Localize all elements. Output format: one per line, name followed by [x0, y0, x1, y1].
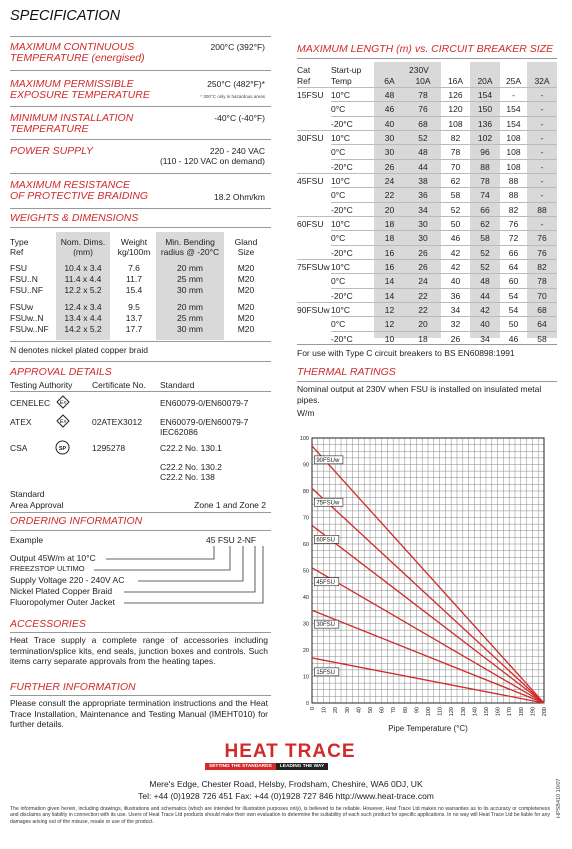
x-tick-label: 60 — [379, 707, 386, 714]
mcb-cell: 76 — [537, 247, 547, 258]
mcb-cell: 66 — [508, 247, 519, 258]
weights-cell: 25 mm — [177, 274, 203, 284]
mcb-cat-ref: 45FSU — [297, 176, 324, 186]
series-label: 90FSUw — [316, 457, 340, 464]
mcb-cell: 58 — [480, 233, 490, 244]
mcb-row-divider — [331, 273, 557, 274]
mcb-cell: -20°C — [331, 204, 353, 215]
mcb-cell: 38 — [418, 176, 428, 186]
approvals-header-cert: Certificate No. — [92, 380, 146, 390]
mcb-cell: 96 — [480, 147, 490, 158]
mcb-cell: 54 — [508, 305, 519, 315]
mcb-cell: 18 — [384, 233, 395, 244]
x-tick-label: 50 — [368, 707, 374, 714]
weights-cell: 20 mm — [177, 263, 203, 273]
mcb-cell: 150 — [477, 104, 493, 115]
mcb-cell: 22 — [418, 290, 428, 301]
mcb-cell: 50 — [450, 219, 461, 229]
mcb-cell: 32 — [450, 319, 461, 330]
mcb-header-cell: Temp — [331, 76, 352, 86]
mcb-cell: 12 — [384, 305, 395, 315]
mcb-cell: -20°C — [331, 247, 353, 258]
approval-authority-atex: ATEX — [10, 417, 32, 427]
mcb-cell: 108 — [506, 161, 521, 172]
mcb-cell: 42 — [450, 262, 461, 272]
mcb-cell: - — [540, 104, 544, 115]
spec-value-power-supply: 220 - 240 VAC (110 - 120 VAC on demand) — [159, 146, 265, 166]
y-tick-label: 40 — [302, 595, 309, 601]
approval-authority-csa: CSA — [10, 443, 28, 453]
mcb-cell: 0°C — [331, 276, 346, 287]
mcb-cell: 52 — [480, 262, 490, 272]
ordering-line-voltage: Supply Voltage 220 - 240V AC — [10, 575, 125, 585]
mcb-note: For use with Type C circuit breakers to BS EN60898:1991 — [297, 348, 515, 358]
approval-cert-csa: 1295278 — [92, 443, 126, 453]
weights-cell: M20 — [237, 285, 255, 295]
weights-header-bending: Min. Bending radius @ -20°C — [160, 237, 220, 257]
weights-cell: 12.2 x 5.2 — [64, 285, 102, 295]
mcb-cell: 78 — [480, 176, 490, 186]
accessories-text: Heat Trace supply a complete range of accessories including termination/splice kits, end seals, junction boxes and controls. Such items carry separate approvals from the heating tapes. — [10, 635, 268, 666]
mcb-row-divider — [331, 316, 557, 317]
mcb-cell: 136 — [477, 118, 493, 129]
y-tick-label: 10 — [302, 674, 309, 681]
mcb-cell: 88 — [508, 190, 519, 201]
spec-label-max-resistance: MAXIMUM RESISTANCE OF PROTECTIVE BRAIDING — [10, 179, 149, 202]
spec-note-hazardous: * 300°C only in hazardous areas — [200, 94, 265, 99]
mcb-cat-ref: 60FSU — [297, 219, 324, 229]
mcb-cell: - — [540, 219, 544, 229]
x-tick-label: 150 — [484, 707, 490, 717]
mcb-cell: 14 — [384, 290, 395, 301]
mcb-cell: 154 — [506, 118, 521, 129]
mcb-cell: 36 — [450, 290, 461, 301]
mcb-cell: 36 — [418, 190, 428, 201]
weights-header-type: Type Ref — [10, 237, 29, 257]
x-tick-label: 110 — [437, 707, 444, 716]
mcb-cell: 42 — [450, 247, 461, 258]
approvals-header-standard: Standard — [160, 380, 195, 390]
spec-label-power-supply: POWER SUPPLY — [10, 145, 94, 157]
mcb-row-divider — [331, 245, 557, 246]
mcb-cell: 34 — [450, 305, 461, 315]
thermal-heading: THERMAL RATINGS — [297, 366, 396, 378]
mcb-cell: 16 — [384, 262, 395, 272]
mcb-cell: 10 — [384, 333, 395, 344]
mcb-cell: 24 — [418, 276, 428, 287]
ordering-heading: ORDERING INFORMATION — [10, 515, 143, 527]
spec-label-max-continuous: MAXIMUM CONTINUOUS TEMPERATURE (energised) — [10, 41, 145, 64]
mcb-group-divider — [297, 302, 557, 303]
mcb-cell: 18 — [418, 333, 428, 344]
mcb-cell: 62 — [450, 176, 461, 186]
weights-cell: 13.7 — [125, 313, 143, 323]
mcb-header-cat: Cat — [297, 65, 311, 75]
footer-disclaimer: The information given herein, including drawings, illustrations and schematics (which are intended for illustration purposes only), is believed to be reliable. However, Heat Trace Ltd makes no warranties as to its accuracy or completeness and disclaims any liability in connection with its use. Users of Heat Trace Ltd products should make their own evaluation to determine the suitability of each such product for specific applications. In no way will Heat Trace Ltd be liable for any damages arising out of the misuse, resale or use of the product. — [10, 806, 550, 825]
mcb-heading: MAXIMUM LENGTH (m) vs. CIRCUIT BREAKER SIZE — [297, 43, 554, 55]
footer-address: Mere's Edge, Chester Road, Helsby, Frodsham, Cheshire, WA6 0DJ, UK — [149, 779, 423, 789]
approval-authority-cenelec: CENELEC — [10, 398, 51, 408]
mcb-cell: 64 — [537, 319, 547, 330]
mcb-cell: 26 — [384, 161, 395, 172]
mcb-cell: -20°C — [331, 161, 353, 172]
svg-text:Ex: Ex — [59, 419, 67, 426]
mcb-cell: 0°C — [331, 147, 346, 158]
mcb-cell: - — [540, 118, 544, 129]
further-heading: FURTHER INFORMATION — [10, 681, 136, 693]
mcb-cell: 26 — [450, 333, 461, 344]
mcb-cell: 10°C — [331, 262, 350, 272]
mcb-cell: 74 — [480, 190, 490, 201]
mcb-cell: -20°C — [331, 333, 353, 344]
weights-header-weight: Weight kg/100m — [117, 237, 151, 257]
mcb-header-voltage: 230V — [409, 65, 429, 75]
doc-reference: HPSB410 10/07 — [556, 778, 562, 818]
heat-trace-tagline: SETTING THE STANDARDS LEADING THE WAY — [205, 763, 365, 770]
weights-cell: FSUw — [10, 302, 34, 312]
mcb-cell: 30 — [384, 133, 395, 143]
mcb-cell: 12 — [384, 319, 395, 330]
mcb-cell: 126 — [448, 90, 463, 100]
weights-cell: 25 mm — [177, 313, 203, 323]
mcb-cell: 48 — [384, 90, 395, 100]
mcb-group-divider — [297, 259, 557, 260]
mcb-cell: 82 — [537, 262, 547, 272]
mcb-cell: 108 — [506, 147, 521, 158]
mcb-cell: 68 — [418, 118, 428, 129]
mcb-cell: 40 — [480, 319, 490, 330]
mcb-cell: 48 — [418, 147, 428, 158]
ordering-example-label: Example — [10, 535, 44, 545]
mcb-cell: 10°C — [331, 176, 350, 186]
weights-cell: 13.4 x 4.4 — [64, 313, 102, 323]
weights-cell: 30 mm — [177, 324, 203, 334]
y-tick-label: 100 — [299, 436, 309, 442]
mcb-cell: 52 — [450, 204, 461, 215]
mcb-cell: 16 — [384, 247, 395, 258]
y-tick-label: 70 — [302, 515, 309, 522]
mcb-cell: 58 — [537, 333, 547, 344]
mcb-cell: 30 — [384, 147, 395, 158]
weights-cell: 30 mm — [177, 285, 203, 295]
mcb-cell: 76 — [418, 104, 428, 115]
mcb-cell: - — [540, 90, 544, 100]
weights-cell: M20 — [237, 302, 255, 312]
mcb-cell: 40 — [450, 276, 461, 287]
mcb-cell: 10°C — [331, 219, 350, 229]
weights-cell: 11.7 — [126, 274, 142, 284]
approval-cert-atex: 02ATEX3012 — [92, 417, 142, 427]
mcb-group-divider — [297, 216, 557, 217]
y-tick-label: 50 — [302, 568, 309, 575]
approval-standard-atex: EN60079-0/EN60079-7 IEC62086 — [160, 417, 249, 437]
mcb-cell: 52 — [418, 133, 428, 143]
mcb-row-divider — [331, 230, 557, 231]
page-title: SPECIFICATION — [10, 8, 121, 24]
mcb-row-divider — [331, 101, 557, 102]
weights-cell: FSU..N — [10, 274, 38, 284]
mcb-header-cell: 32A — [534, 76, 550, 86]
mcb-cell: 88 — [480, 161, 490, 172]
x-tick-label: 130 — [460, 707, 467, 717]
mcb-row-divider — [331, 159, 557, 160]
y-tick-label: 60 — [302, 542, 309, 548]
mcb-header-cell: 10A — [415, 76, 431, 86]
series-label: 75FSUw — [316, 500, 340, 507]
x-tick-label: 0 — [310, 707, 316, 711]
y-tick-label: 20 — [302, 648, 309, 654]
weights-note: N denotes nickel plated copper braid — [10, 345, 148, 355]
weights-cell: FSUw..NF — [10, 324, 49, 334]
x-tick-label: 40 — [356, 707, 363, 714]
spec-label-max-exposure: MAXIMUM PERMISSIBLE EXPOSURE TEMPERATURE — [10, 78, 150, 101]
mcb-group-divider — [297, 173, 557, 174]
mcb-cell: 58 — [450, 190, 461, 201]
ordering-line-braid: Nickel Plated Copper Braid — [10, 586, 113, 596]
mcb-cat-ref: 15FSU — [297, 90, 324, 100]
mcb-cell: 22 — [418, 305, 428, 315]
svg-text:Ex: Ex — [59, 400, 67, 407]
mcb-cell: 46 — [450, 233, 461, 244]
weights-cell: 17.7 — [125, 324, 143, 334]
weights-cell: M20 — [237, 263, 255, 273]
ordering-example-code: 45 FSU 2-NF — [206, 535, 257, 545]
mcb-cell: 0°C — [331, 233, 346, 244]
mcb-cell: - — [540, 161, 544, 172]
mcb-cell: - — [512, 90, 515, 100]
mcb-cell: 102 — [477, 133, 493, 143]
mcb-cell: 78 — [418, 90, 428, 100]
mcb-cat-ref: 90FSUw — [297, 305, 330, 315]
x-tick-label: 140 — [472, 707, 479, 717]
footer-contact: Tel: +44 (0)1928 726 451 Fax: +44 (0)1928 727 846 http://www.heat-trace.com — [138, 791, 434, 801]
mcb-cell: 24 — [384, 176, 395, 186]
y-tick-label: 30 — [302, 621, 309, 628]
mcb-cell: 10°C — [331, 305, 350, 315]
mcb-cell: 70 — [537, 290, 547, 301]
mcb-cell: 46 — [508, 333, 519, 344]
mcb-header-cell: 16A — [447, 76, 464, 86]
weights-heading: WEIGHTS & DIMENSIONS — [10, 212, 139, 224]
mcb-cell: 18 — [384, 219, 395, 229]
mcb-cell: - — [540, 133, 544, 143]
mcb-cell: 82 — [508, 204, 519, 215]
weights-cell: 7.6 — [128, 263, 140, 273]
spec-label-min-install: MINIMUM INSTALLATION TEMPERATURE — [10, 112, 134, 135]
mcb-cat-ref: 75FSUw — [297, 262, 330, 272]
weights-cell: 20 mm — [177, 302, 203, 312]
mcb-group-divider — [297, 130, 557, 131]
x-tick-label: 160 — [495, 707, 502, 717]
mcb-cell: 120 — [448, 104, 463, 115]
approvals-area-label: Area Approval — [10, 500, 64, 510]
spec-value-max-continuous: 200°C (392°F) — [210, 42, 265, 52]
mcb-header-cell: 20A — [477, 76, 493, 86]
mcb-cell: 34 — [418, 204, 428, 215]
y-tick-label: 0 — [305, 701, 309, 707]
x-tick-label: 120 — [449, 707, 456, 717]
mcb-group-divider — [297, 87, 557, 88]
heat-trace-logo: HEAT TRACE — [224, 741, 356, 762]
mcb-cell: 154 — [506, 104, 521, 115]
weights-header-dims: Nom. Dims. (mm) — [60, 237, 106, 257]
weights-cell: M20 — [237, 274, 255, 284]
further-text: Please consult the appropriate termination instructions and the Heat Trace Installation, Maintenance and Testing Manual (IMEHT010) for further details. — [10, 698, 268, 729]
mcb-row-divider — [331, 288, 557, 289]
mcb-cell: 76 — [508, 219, 519, 229]
weights-header-gland: Gland Size — [234, 237, 258, 257]
weights-cell: 11.4 x 4.4 — [64, 274, 102, 284]
mcb-cell: 68 — [537, 305, 547, 315]
x-axis-label: Pipe Temperature (°C) — [388, 724, 468, 733]
weights-cell: 9.5 — [128, 302, 140, 312]
weights-cell: M20 — [237, 324, 255, 334]
mcb-cell: 54 — [508, 290, 519, 301]
mcb-cell: 82 — [450, 133, 461, 143]
weights-cell: FSU — [10, 263, 27, 273]
mcb-cell: 88 — [537, 204, 547, 215]
x-tick-label: 80 — [402, 707, 409, 714]
accessories-heading: ACCESSORIES — [10, 618, 86, 630]
x-tick-label: 180 — [518, 707, 525, 717]
mcb-cell: 26 — [418, 247, 428, 258]
approvals-standard-label: Standard — [10, 489, 45, 499]
mcb-row-divider — [331, 187, 557, 188]
mcb-cell: 48 — [480, 276, 490, 287]
ordering-line-jacket: Fluoropolymer Outer Jacket — [10, 597, 115, 607]
svg-text:SP: SP — [58, 445, 67, 452]
mcb-cell: 88 — [508, 176, 519, 186]
weights-cell: FSUw..N — [10, 313, 44, 323]
mcb-cell: 0°C — [331, 319, 346, 330]
mcb-cell: 66 — [480, 204, 490, 215]
weights-cell: 10.4 x 3.4 — [64, 263, 102, 273]
series-label: 15FSU — [316, 669, 336, 676]
mcb-cell: 78 — [537, 276, 547, 287]
series-label: 45FSU — [316, 579, 336, 586]
mcb-cell: 60 — [508, 276, 519, 287]
mcb-cell: 52 — [480, 247, 490, 258]
mcb-cell: 34 — [480, 333, 490, 344]
y-tick-label: 90 — [302, 462, 309, 469]
x-tick-label: 90 — [414, 707, 421, 714]
thermal-unit: W/m — [297, 408, 315, 418]
x-tick-label: 30 — [344, 707, 351, 714]
mcb-cell: 0°C — [331, 190, 346, 201]
mcb-header-cell: 6A — [384, 76, 395, 86]
x-tick-label: 20 — [333, 707, 340, 714]
mcb-row-divider — [331, 331, 557, 332]
mcb-cell: 20 — [384, 204, 395, 215]
mcb-row-divider — [331, 202, 557, 203]
x-tick-label: 100 — [426, 707, 432, 717]
mcb-cell: 78 — [450, 147, 461, 158]
mcb-cell: 22 — [384, 190, 395, 201]
mcb-cell: 42 — [480, 305, 490, 315]
mcb-cell: 64 — [508, 262, 519, 272]
approval-standard-cenelec: EN60079-0/EN60079-7 — [160, 398, 249, 408]
ordering-line-output: Output 45W/m at 10°C — [10, 553, 96, 563]
approvals-header-authority: Testing Authority — [10, 380, 73, 390]
mcb-cell: 10°C — [331, 133, 350, 143]
mcb-cell: 44 — [480, 290, 490, 301]
y-tick-label: 80 — [302, 489, 309, 495]
mcb-cell: 76 — [537, 233, 547, 244]
mcb-cell: 70 — [450, 161, 461, 172]
spec-value-max-resistance: 18.2 Ohm/km — [213, 192, 265, 202]
series-label: 30FSU — [316, 622, 336, 629]
mcb-cat-ref: 30FSU — [297, 133, 324, 143]
mcb-cell: 46 — [384, 104, 395, 115]
mcb-cell: 10°C — [331, 90, 350, 100]
mcb-cell: 30 — [418, 219, 428, 229]
weights-cell: M20 — [237, 313, 255, 323]
mcb-cell: - — [540, 190, 544, 201]
mcb-cell: 72 — [508, 233, 519, 244]
x-tick-label: 70 — [391, 707, 398, 714]
series-label: 60FSU — [316, 537, 336, 544]
thermal-text: Nominal output at 230V when FSU is installed on insulated metal pipes. — [297, 384, 542, 405]
mcb-cell: 14 — [384, 276, 395, 287]
mcb-cell: 62 — [480, 219, 490, 229]
mcb-cell: 20 — [418, 319, 428, 330]
mcb-header-cell: 25A — [505, 76, 522, 86]
mcb-cell: 44 — [418, 161, 428, 172]
mcb-cell: -20°C — [331, 118, 353, 129]
mcb-header-cell: Ref — [297, 76, 311, 86]
weights-cell: 15.4 — [125, 285, 143, 295]
mcb-cell: 26 — [418, 262, 428, 272]
approvals-heading: APPROVAL DETAILS — [10, 366, 112, 378]
mcb-cell: -20°C — [331, 290, 353, 301]
mcb-cell: 40 — [384, 118, 395, 129]
mcb-header-startup: Start-up — [331, 65, 362, 75]
mcb-cell: 30 — [418, 233, 428, 244]
spec-value-max-exposure: 250°C (482°F)* — [207, 79, 265, 89]
x-tick-label: 190 — [530, 707, 537, 717]
spec-value-min-install: -40°C (-40°F) — [214, 113, 265, 123]
weights-cell: 14.2 x 5.2 — [64, 324, 102, 334]
mcb-cell: 108 — [448, 118, 463, 129]
x-tick-label: 200 — [542, 707, 548, 717]
mcb-cell: 108 — [506, 133, 521, 143]
mcb-row-divider — [331, 144, 557, 145]
x-tick-label: 10 — [321, 707, 328, 714]
mcb-cell: 50 — [508, 319, 519, 330]
mcb-cell: 0°C — [331, 104, 346, 115]
mcb-cell: - — [540, 147, 544, 158]
mcb-cell: 154 — [477, 90, 493, 100]
weights-cell: FSU..NF — [10, 285, 44, 295]
thermal-ratings-chart — [290, 428, 560, 733]
approval-standard-csa: C22.2 No. 130.1 C22.2 No. 130.2 C22.2 No. 138 — [160, 443, 222, 482]
ordering-line-product: FREEZSTOP ULTIMO — [10, 564, 85, 573]
mcb-cell: - — [540, 176, 544, 186]
x-tick-label: 170 — [507, 707, 514, 717]
mcb-row-divider — [331, 116, 557, 117]
approvals-area-value: Zone 1 and Zone 2 — [194, 500, 266, 510]
weights-cell: 12.4 x 3.4 — [64, 302, 102, 312]
